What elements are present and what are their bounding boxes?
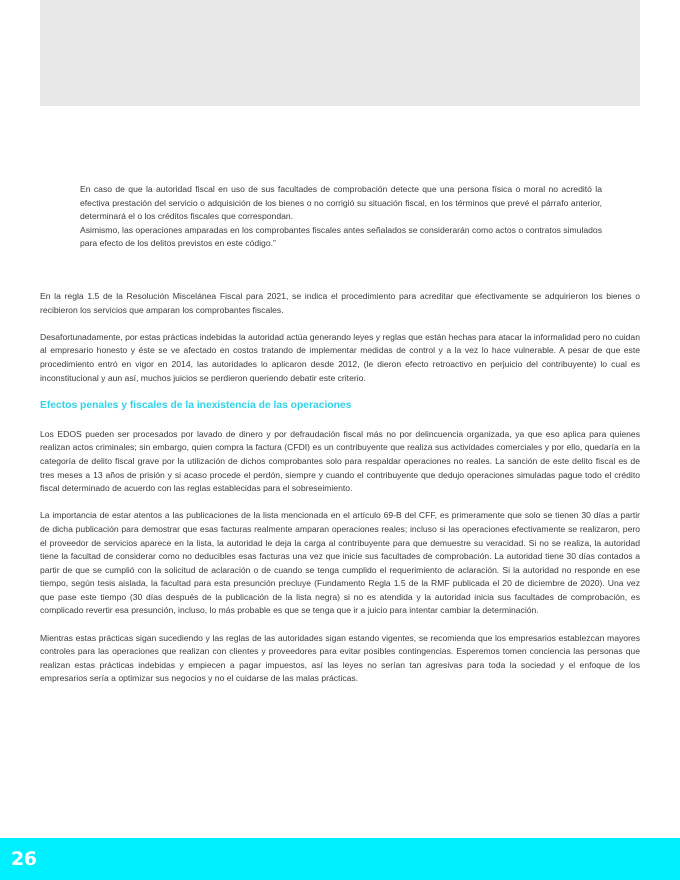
body-paragraph: Mientras estas prácticas sigan sucediendo y las reglas de las autoridades sigan estando vigentes, se recomienda que los empresarios establezcan mayores controles para las operaciones que realizan con clientes y proveedores para evitar posibles contingencias. Esperemos tomen conciencia las personas que realizan estas prácticas indebidas y empiecen a pagar impuestos, así las leyes no serían tan agresivas para toda la sociedad y el enfoque de los empresarios sería a optimizar sus negocios y no el cuidarse de las malas prácticas. [40, 632, 640, 684]
section-heading: Efectos penales y fiscales de la inexistencia de las operaciones [40, 399, 352, 411]
quote-paragraph: En caso de que la autoridad fiscal en uso de sus facultades de comprobación detecte que una persona física o moral no acreditó la efectiva prestación del servicio o adquisición de los bienes o no corrigió su situación fiscal, en los términos que prevé el párrafo anterior, determinará el o los créditos fiscales que correspondan. [80, 184, 602, 222]
footer-bar [0, 838, 680, 880]
top-image-placeholder [40, 0, 640, 106]
quote-paragraph: Asimismo, las operaciones amparadas en los comprobantes fiscales antes señalados se considerarán como actos o contratos simulados para efecto de los delitos previstos en este código.” [80, 224, 602, 249]
quoted-law-text [80, 183, 602, 251]
body-paragraph: Los EDOS pueden ser procesados por lavado de dinero y por defraudación fiscal más no por delincuencia organizada, ya que eso aplica para quienes realizan actos criminales; sin embargo, quien compra la factura (CFDI) es un contribuyente que realiza sus actividades comerciales y por ello, quedaría en la categoría de delito fiscal grave por la utilización de dichos comprobantes solo para respaldar operaciones no reales. La sanción de este delito fiscal es de tres meses a 13 años de prisión y si acaso procede el perdón, siempre y cuando el contribuyente que dedujo operaciones simuladas pague todo el crédito fiscal determinado de acuerdo con las reglas establecidas para el sobreseimiento. [40, 428, 640, 494]
body-paragraph: La importancia de estar atentos a las publicaciones de la lista mencionada en el artículo 69-B del CFF, es primeramente que solo se tienen 30 días a partir de dicha publicación para demostrar que esas facturas realmente amparan operaciones reales; incluso si las operaciones efectivamente se realizaron, pero el proveedor de servicios aparece en la lista, la autoridad le deja la carga al contribuyente para que demuestre su veracidad. Si no se realiza, la autoridad tiene la facultad de considerar como no deducibles esas facturas una vez que inicie sus facultades de comprobación. La autoridad tiene 30 días contados a partir de que se cumplió con la solicitud de aclaración o de cuando se tenga cumplido el requerimiento de aclaración. Si la autoridad no responde en ese tiempo, según tesis aislada, la facultad para esta presunción precluye (Fundamento Regla 1.5 de la RMF publicada el 20 de diciembre de 2020). Una vez que pase este tiempo (30 días después de la publicación de la lista negra) si no es atendida y la autoridad inicia sus facultades de comprobación, es complicado revertir esa presunción, incluso, lo más probable es que se tenga que ir a juicio para intentar cambiar la determinación. [40, 510, 640, 616]
page-number: 26 [11, 848, 37, 870]
article-body [40, 290, 640, 700]
body-paragraph: Desafortunadamente, por estas prácticas indebidas la autoridad actúa generando leyes y reglas que están hechas para atacar la informalidad pero no cuidan al empresario honesto y éste se ve afectado en costos tratando de implementar medidas de control y a la vez lo hace vulnerable. A pesar de que este procedimiento entró en vigor en 2014, las autoridades lo aplicaron desde 2012, (le dieron efecto retroactivo en perjuicio del contribuyente) lo cual es inconstitucional y aun así, muchos juicios se perdieron queriendo debatir este criterio. [40, 331, 640, 383]
body-paragraph: En la regla 1.5 de la Resolución Miscelánea Fiscal para 2021, se indica el procedimiento para acreditar que efectivamente se adquirieron los bienes o recibieron los servicios que amparan los comprobantes fiscales. [40, 291, 640, 315]
